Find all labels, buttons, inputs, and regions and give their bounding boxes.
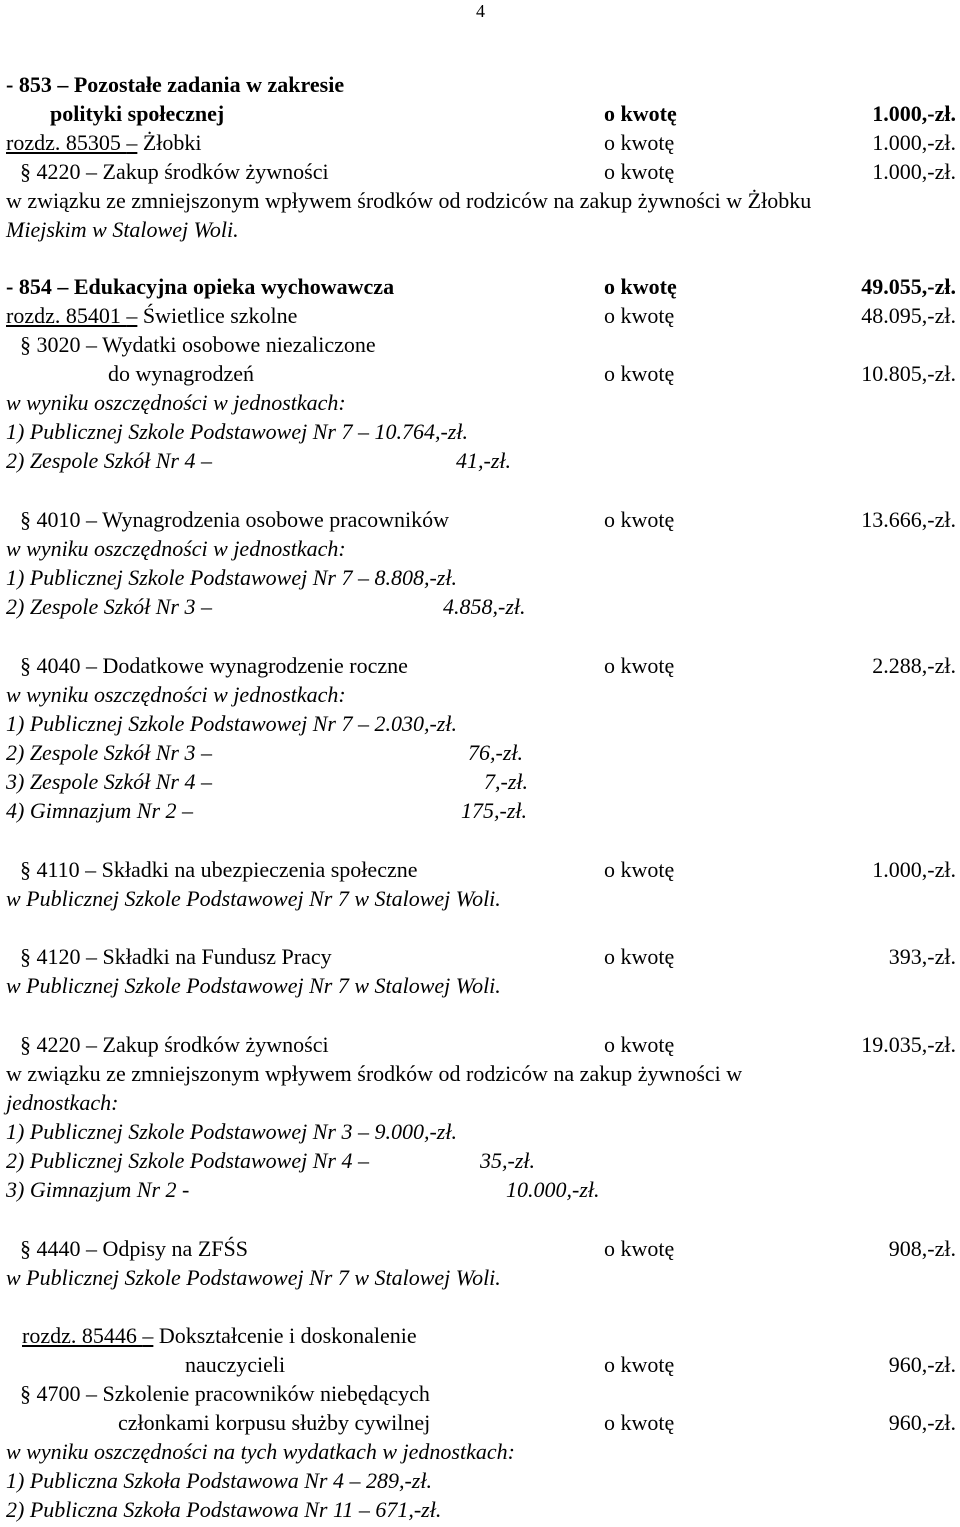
par-3020-label-line1: § 3020 – Wydatki osobowe niezaliczone bbox=[20, 332, 376, 357]
par-4220-note-line1: w związku ze zmniejszonym wpływem środków od rodziców na zakup żywności w bbox=[6, 1061, 743, 1086]
page-number: 4 bbox=[476, 1, 485, 21]
rozdz-85446-row: nauczycieli o kwotę 960,-zł. bbox=[185, 1352, 956, 1377]
section-853-title: - 853 – Pozostałe zadania w zakresie bbox=[6, 72, 345, 97]
par-4040-item: 2) Zespole Szkół Nr 3 – 76,-zł. bbox=[6, 740, 523, 765]
par-4700-item: 2) Publiczna Szkoła Podstawowa Nr 11 – 671,-zł. bbox=[6, 1497, 442, 1522]
par-3020-row: do wynagrodzeń o kwotę 10.805,-zł. bbox=[108, 361, 956, 386]
par-4010-intro: w wyniku oszczędności w jednostkach: bbox=[6, 536, 346, 561]
par-4040-item: 1) Publicznej Szkole Podstawowej Nr 7 – 2.030,-zł. bbox=[6, 711, 457, 736]
section-854-row: - 854 – Edukacyjna opieka wychowawcza o kwotę 49.055,-zł. bbox=[6, 274, 956, 299]
par-4440-row: § 4440 – Odpisy na ZFŚS o kwotę 908,-zł. bbox=[20, 1236, 956, 1261]
rozdz-85305-row: rozdz. 85305 – Żłobki o kwotę 1.000,-zł. bbox=[6, 130, 956, 155]
par-3020-item: 1) Publicznej Szkole Podstawowej Nr 7 – 10.764,-zł. bbox=[6, 419, 468, 444]
par-4700-row: członkami korpusu służby cywilnej o kwotę 960,-zł. bbox=[118, 1410, 956, 1435]
par-3020-item: 2) Zespole Szkół Nr 4 – 41,-zł. bbox=[6, 448, 511, 473]
par-4220-row-854: § 4220 – Zakup środków żywności o kwotę 19.035,-zł. bbox=[20, 1032, 956, 1057]
par-4440-note: w Publicznej Szkole Podstawowej Nr 7 w Stalowej Woli. bbox=[6, 1265, 501, 1290]
par-4220-item: 1) Publicznej Szkole Podstawowej Nr 3 – 9.000,-zł. bbox=[6, 1119, 457, 1144]
par-4110-row: § 4110 – Składki na ubezpieczenia społeczne o kwotę 1.000,-zł. bbox=[20, 857, 956, 882]
par-4700-item: 1) Publiczna Szkoła Podstawowa Nr 4 – 289,-zł. bbox=[6, 1468, 432, 1493]
par-4220-row-853: § 4220 – Zakup środków żywności o kwotę 1.000,-zł. bbox=[20, 159, 956, 184]
rozdz-85401-row: rozdz. 85401 – Świetlice szkolne o kwotę 48.095,-zł. bbox=[6, 303, 956, 328]
par-4220-item: 2) Publicznej Szkole Podstawowej Nr 4 – 35,-zł. bbox=[6, 1148, 535, 1173]
par-4010-row: § 4010 – Wynagrodzenia osobowe pracowników o kwotę 13.666,-zł. bbox=[20, 507, 956, 532]
note-853-line2: Miejskim w Stalowej Woli. bbox=[6, 217, 239, 242]
par-4120-note: w Publicznej Szkole Podstawowej Nr 7 w Stalowej Woli. bbox=[6, 973, 501, 998]
par-4040-intro: w wyniku oszczędności w jednostkach: bbox=[6, 682, 346, 707]
section-853-row: polityki społecznej o kwotę 1.000,-zł. bbox=[50, 101, 956, 126]
par-4010-item: 2) Zespole Szkół Nr 3 – 4.858,-zł. bbox=[6, 594, 526, 619]
par-4120-row: § 4120 – Składki na Fundusz Pracy o kwotę 393,-zł. bbox=[20, 944, 956, 969]
par-4220-note-line2: jednostkach: bbox=[6, 1090, 119, 1115]
par-4220-item: 3) Gimnazjum Nr 2 - 10.000,-zł. bbox=[6, 1177, 600, 1202]
par-4700-intro: w wyniku oszczędności na tych wydatkach w jednostkach: bbox=[6, 1439, 515, 1464]
par-3020-intro: w wyniku oszczędności w jednostkach: bbox=[6, 390, 346, 415]
par-4040-item: 4) Gimnazjum Nr 2 – 175,-zł. bbox=[6, 798, 527, 823]
par-4700-label-line1: § 4700 – Szkolenie pracowników niebędących bbox=[20, 1381, 430, 1406]
note-853-line1: w związku ze zmniejszonym wpływem środków od rodziców na zakup żywności w Żłobku bbox=[6, 188, 812, 213]
par-4010-item: 1) Publicznej Szkole Podstawowej Nr 7 – 8.808,-zł. bbox=[6, 565, 457, 590]
par-4110-note: w Publicznej Szkole Podstawowej Nr 7 w Stalowej Woli. bbox=[6, 886, 501, 911]
par-4040-row: § 4040 – Dodatkowe wynagrodzenie roczne o kwotę 2.288,-zł. bbox=[20, 653, 956, 678]
par-4040-item: 3) Zespole Szkół Nr 4 – 7,-zł. bbox=[6, 769, 528, 794]
